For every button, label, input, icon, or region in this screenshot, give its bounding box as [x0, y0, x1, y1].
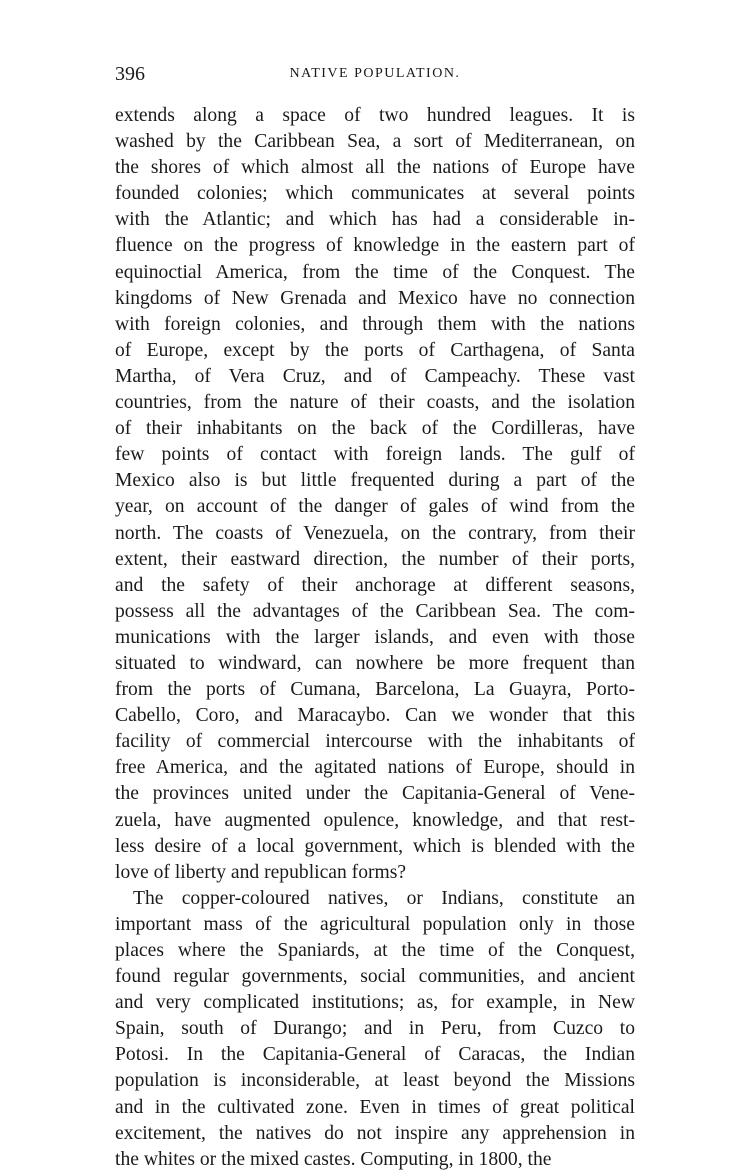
- text-line: found regular governments, social communities, and ancient: [115, 966, 635, 988]
- text-line: Spain, south of Durango; and in Peru, from Cuzco to: [115, 1018, 635, 1040]
- body-text: [115, 103, 635, 1173]
- text-line: and very complicated institutions; as, for example, in New: [115, 992, 635, 1014]
- text-line: countries, from the nature of their coasts, and the isolation: [115, 392, 635, 414]
- text-line: Mexico also is but little frequented during a part of the: [115, 470, 635, 492]
- text-line: founded colonies; which communicates at several points: [115, 183, 635, 205]
- text-line: important mass of the agricultural population only in those: [115, 913, 635, 935]
- text-line: and in the cultivated zone. Even in times of great political: [115, 1096, 635, 1118]
- text-line: places where the Spaniards, at the time of the Conquest,: [115, 940, 635, 961]
- text-line: facility of commercial intercourse with the inhabitants of: [115, 731, 635, 753]
- text-line: with the Atlantic; and which has had a considerable in-: [115, 209, 635, 231]
- text-line: love of liberty and republican forms?: [115, 861, 407, 883]
- text-line: Cabello, Coro, and Maracaybo. Can we wonder that this: [115, 705, 635, 727]
- text-line: less desire of a local government, which is blended with the: [115, 835, 635, 857]
- text-line: munications with the larger islands, and even with those: [115, 626, 635, 648]
- text-line: Martha, of Vera Cruz, and of Campeachy. These vast: [115, 365, 635, 387]
- running-head: [115, 62, 635, 86]
- text-line: year, on account of the danger of gales of wind from the: [115, 496, 635, 518]
- text-line: and the safety of their anchorage at different seasons,: [115, 574, 635, 596]
- text-line: few points of contact with foreign lands. The gulf of: [115, 444, 635, 466]
- text-line: the whites or the mixed castes. Computing, in 1800, the: [115, 1148, 552, 1170]
- running-title: NATIVE POPULATION.: [289, 66, 461, 81]
- text-line: north. The coasts of Venezuela, on the contrary, from their: [115, 522, 635, 544]
- paragraph: [115, 886, 635, 1173]
- text-line: fluence on the progress of knowledge in the eastern part of: [115, 235, 635, 257]
- text-line: situated to windward, can nowhere be more frequent than: [115, 652, 635, 674]
- text-line: zuela, have augmented opulence, knowledge, and that rest-: [115, 809, 635, 831]
- text-line: extends along a space of two hundred leagues. It is: [115, 105, 635, 126]
- text-line: possess all the advantages of the Caribbean Sea. The com-: [115, 600, 635, 622]
- paragraph: [115, 103, 635, 886]
- page-number: 396: [115, 63, 145, 85]
- text-line: of their inhabitants on the back of the Cordilleras, have: [115, 418, 635, 440]
- text-line: Potosi. In the Capitania-General of Caracas, the Indian: [115, 1044, 635, 1066]
- text-line: The copper-coloured natives, or Indians, constitute an: [133, 887, 635, 909]
- text-line: excitement, the natives do not inspire any apprehension in: [115, 1122, 635, 1144]
- text-line: from the ports of Cumana, Barcelona, La Guayra, Porto-: [115, 679, 635, 701]
- text-line: of Europe, except by the ports of Carthagena, of Santa: [115, 339, 635, 361]
- text-line: kingdoms of New Grenada and Mexico have no connection: [115, 287, 635, 309]
- text-line: the shores of which almost all the nations of Europe have: [115, 157, 635, 179]
- text-line: population is inconsiderable, at least beyond the Missions: [115, 1070, 635, 1092]
- text-line: free America, and the agitated nations of Europe, should in: [115, 757, 635, 779]
- text-line: with foreign colonies, and through them with the nations: [115, 313, 635, 335]
- text-line: the provinces united under the Capitania-General of Vene-: [115, 783, 635, 805]
- text-line: extent, their eastward direction, the number of their ports,: [115, 548, 635, 570]
- text-line: equinoctial America, from the time of the Conquest. The: [115, 261, 635, 283]
- text-line: washed by the Caribbean Sea, a sort of Mediterranean, on: [115, 131, 635, 153]
